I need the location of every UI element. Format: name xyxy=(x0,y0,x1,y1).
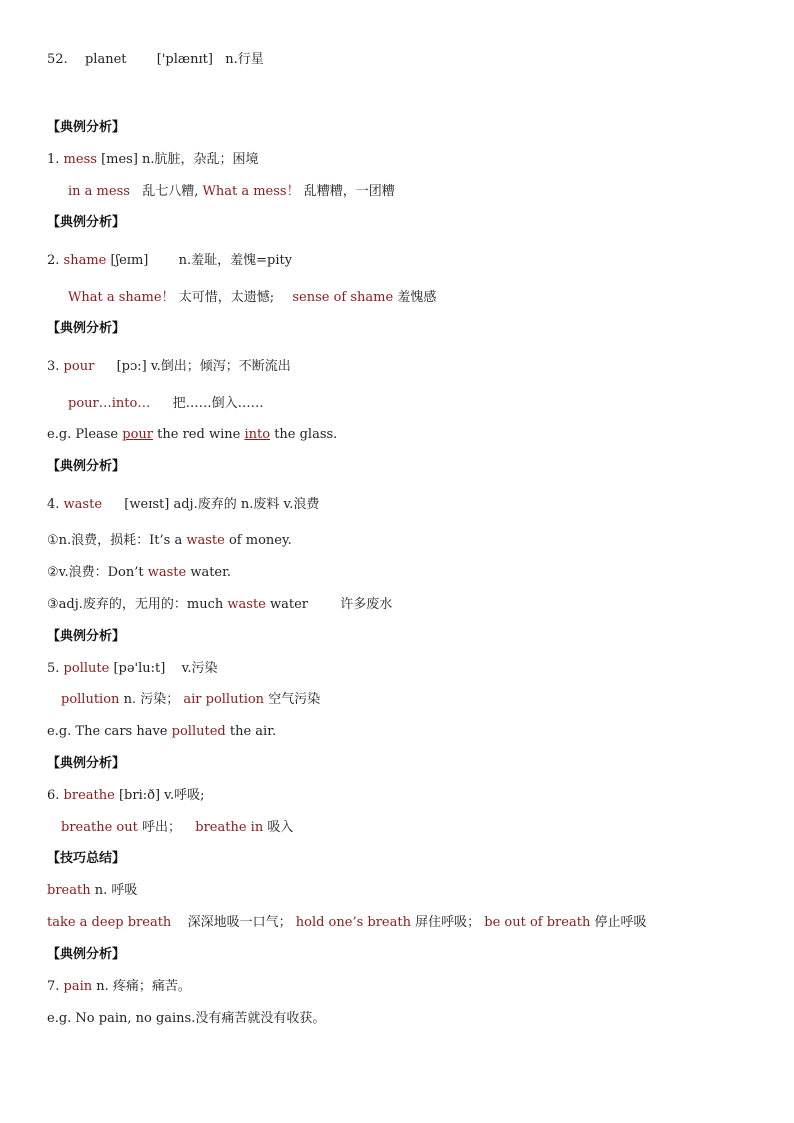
phrase: hold one’s breath xyxy=(295,915,411,930)
vocab-line-pollute xyxy=(47,660,218,678)
heading-example-analysis: 【典例分析】 xyxy=(47,947,126,962)
phonetic: ['plænɪt] xyxy=(156,52,213,67)
phrase-line-pour xyxy=(68,395,264,413)
phrase: breathe in xyxy=(195,820,264,835)
definition: n.肮脏，杂乱；困境 xyxy=(142,152,259,167)
word: pollute xyxy=(63,661,110,676)
phrase: pollution xyxy=(61,692,120,707)
phrase: in a mess xyxy=(68,184,130,199)
phrase-definition: 呼出； xyxy=(141,820,181,835)
heading-skill-summary: 【技巧总结】 xyxy=(47,851,126,866)
word: mess xyxy=(63,152,97,167)
sentence-text: e.g. The cars have xyxy=(47,724,168,739)
heading-example-analysis: 【典例分析】 xyxy=(47,459,126,474)
sense-line-verb xyxy=(47,564,231,582)
phrase: pour…into… xyxy=(68,396,151,411)
word: pain xyxy=(63,979,93,994)
example-sentence-pollute xyxy=(47,723,276,741)
phrase-definition: 污染； xyxy=(140,692,180,707)
phrase-definition: 太可惜，太遗憾; xyxy=(178,290,275,305)
word: breathe xyxy=(63,788,115,803)
example-sentence-pain: e.g. No pain, no gains.没有痛苦就没有收获。 xyxy=(47,1011,326,1026)
phonetic: [pə'lu:t] xyxy=(113,661,166,676)
sentence-text: e.g. Please xyxy=(47,427,119,442)
item-number: 5. xyxy=(47,661,60,676)
phrase-definition: 吸入 xyxy=(267,820,294,835)
highlight-word: polluted xyxy=(171,724,226,739)
phrase-definition: 空气污染 xyxy=(268,692,321,707)
phrase: be out of breath xyxy=(484,915,591,930)
phrase-definition: 把……倒入…… xyxy=(172,396,264,411)
phrase-definition: 乱七八糟, xyxy=(142,184,199,199)
item-number: 6. xyxy=(47,788,60,803)
highlight-word: into xyxy=(244,427,271,442)
vocab-line-breathe xyxy=(47,787,204,805)
item-number: 1. xyxy=(47,152,60,167)
item-number: 7. xyxy=(47,979,60,994)
item-number: 4. xyxy=(47,497,60,512)
sense-text: ②v.浪费：Don’t xyxy=(47,565,144,580)
definition: n.羞耻，羞愧=pity xyxy=(178,253,293,268)
phrase-line-pollute xyxy=(61,691,320,709)
heading-example-analysis: 【典例分析】 xyxy=(47,215,126,230)
highlight-word: waste xyxy=(186,533,225,548)
word: planet xyxy=(84,52,127,67)
sentence-text: the air. xyxy=(229,724,277,739)
vocab-line-pain xyxy=(47,978,191,996)
sense-text: ①n.浪费，损耗：It’s a xyxy=(47,533,183,548)
phrase-definition: 屏住呼吸； xyxy=(415,915,481,930)
item-number: 2. xyxy=(47,253,60,268)
item-number: 52. xyxy=(47,52,68,67)
heading-example-analysis: 【典例分析】 xyxy=(47,321,126,336)
phrase-definition: 深深地吸一口气； xyxy=(187,915,292,930)
definition: v.呼吸; xyxy=(164,788,205,803)
phrase-definition: 羞愧感 xyxy=(397,290,437,305)
part-of-speech: n. xyxy=(123,692,137,707)
word: shame xyxy=(63,253,107,268)
phrase: take a deep breath xyxy=(47,915,172,930)
definition: v.污染 xyxy=(181,661,218,676)
sense-line-noun xyxy=(47,532,292,550)
sentence-text: the glass. xyxy=(274,427,338,442)
sense-text: water xyxy=(270,597,309,612)
summary-word: breath xyxy=(47,883,91,898)
summary-word-line xyxy=(47,882,137,900)
phonetic: [bri:ð] xyxy=(118,788,161,803)
item-number: 3. xyxy=(47,359,60,374)
definition: adj.废弃的 n.废料 v.浪费 xyxy=(173,497,320,512)
sense-line-adjective xyxy=(47,596,392,614)
vocab-line-waste xyxy=(47,496,319,514)
sense-text: water. xyxy=(190,565,232,580)
word: pour xyxy=(63,359,95,374)
definition: v.倒出；倾泻；不断流出 xyxy=(150,359,291,374)
vocab-line-planet xyxy=(47,51,264,69)
sense-text: ③adj.废弃的，无用的：much xyxy=(47,597,224,612)
phonetic: [pɔ:] xyxy=(116,359,147,374)
heading-example-analysis: 【典例分析】 xyxy=(47,120,126,135)
highlight-word: pour xyxy=(122,427,154,442)
sense-translation: 许多废水 xyxy=(340,597,393,612)
highlight-word: waste xyxy=(147,565,187,580)
phrase-definition: 乱糟糟，一团糟 xyxy=(303,184,395,199)
definition: n.行星 xyxy=(225,52,264,67)
phonetic: [ʃeɪm] xyxy=(110,253,149,268)
sentence-text: the red wine xyxy=(157,427,241,442)
summary-phrases-line xyxy=(47,914,646,932)
vocab-line-shame xyxy=(47,252,292,270)
highlight-word: waste xyxy=(227,597,266,612)
phonetic: [mes] xyxy=(101,152,138,167)
definition: n. 疼痛；痛苦。 xyxy=(96,979,191,994)
phrase-definition: 停止呼吸 xyxy=(594,915,647,930)
heading-example-analysis: 【典例分析】 xyxy=(47,756,126,771)
word: waste xyxy=(63,497,103,512)
example-sentence-pour xyxy=(47,426,337,444)
phrase-line-shame xyxy=(68,289,436,307)
phrase: What a mess！ xyxy=(202,184,300,199)
summary-definition: n. 呼吸 xyxy=(94,883,138,898)
vocab-line-pour xyxy=(47,358,291,376)
phrase: air pollution xyxy=(183,692,265,707)
vocab-line-mess xyxy=(47,151,259,169)
phrase-line-breathe xyxy=(61,819,293,837)
phonetic: [weɪst] xyxy=(124,497,170,512)
sense-text: of money. xyxy=(228,533,292,548)
phrase: breathe out xyxy=(61,820,138,835)
phrase: What a shame！ xyxy=(68,290,175,305)
heading-example-analysis: 【典例分析】 xyxy=(47,629,126,644)
phrase: sense of shame xyxy=(292,290,394,305)
phrase-line-mess xyxy=(68,183,395,201)
